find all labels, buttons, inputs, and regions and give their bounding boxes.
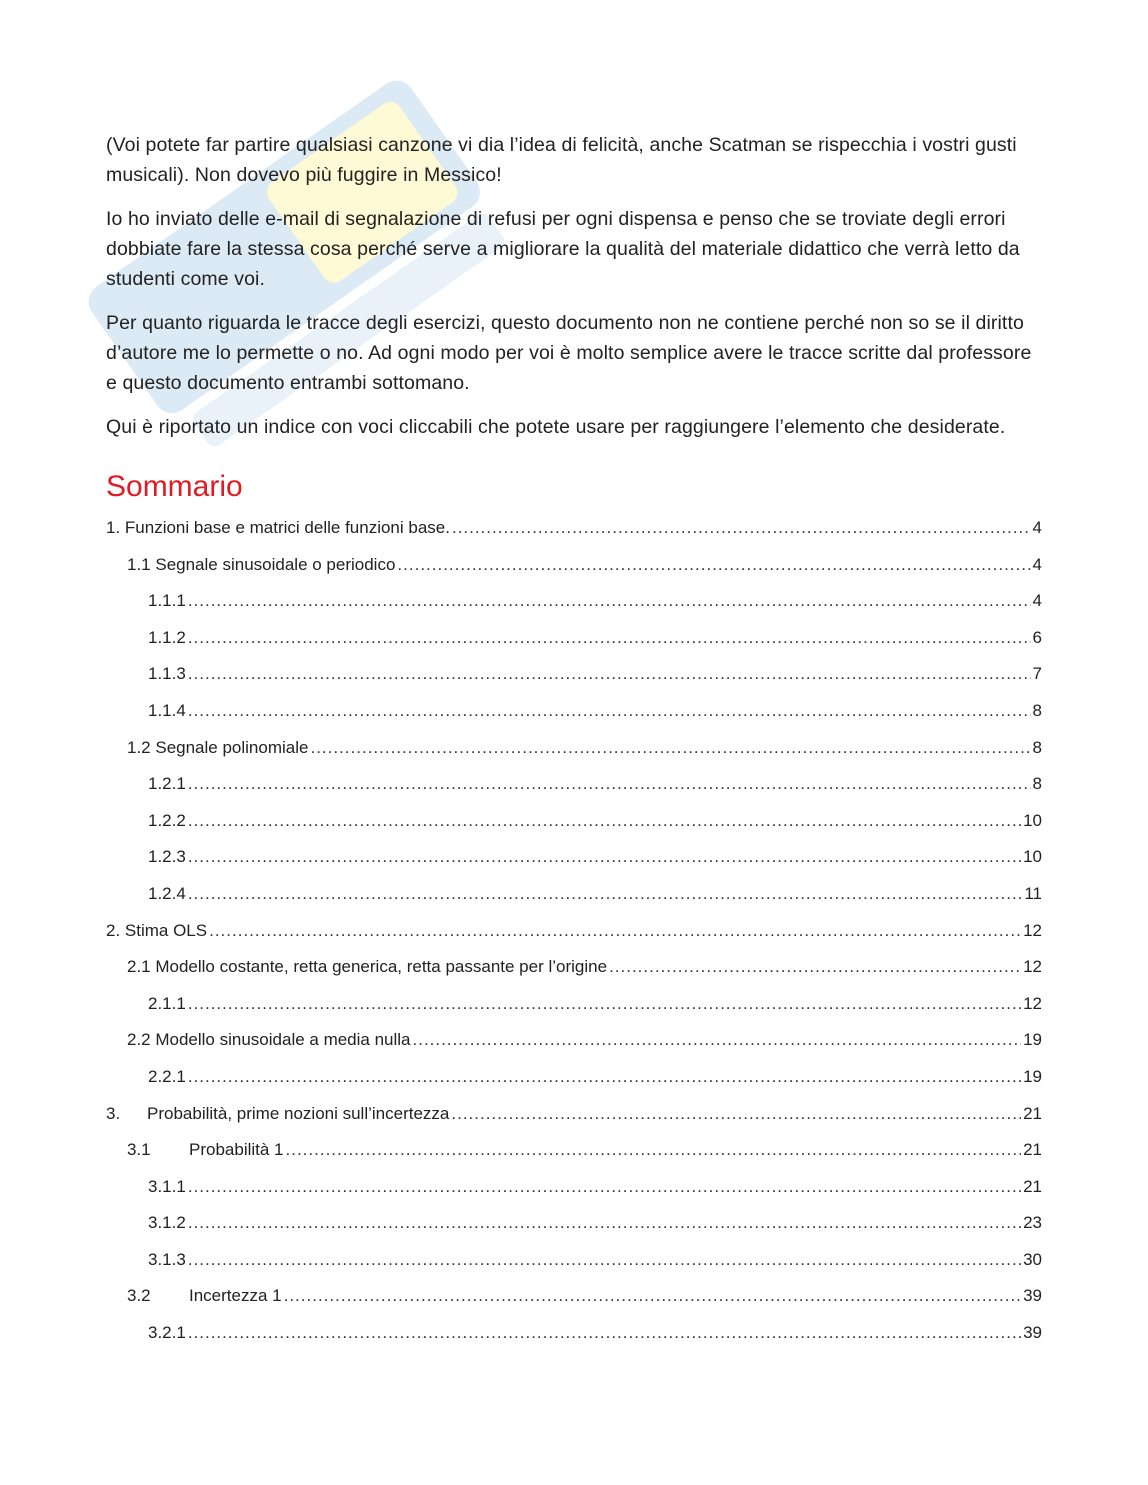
toc-entry-page: 12: [1023, 920, 1042, 940]
toc-entry[interactable]: [106, 693, 1042, 730]
paragraph: Qui è riportato un indice con voci cliccabili che potete usare per raggiungere l’elemento che desiderate.: [106, 416, 1006, 438]
toc-entry-label: 2.1.1: [148, 993, 186, 1013]
toc-entry[interactable]: [106, 620, 1042, 657]
toc-dot-leader: [188, 876, 1023, 913]
toc-entry-label: Incertezza 1: [189, 1286, 282, 1306]
toc-entry-page: 8: [1032, 774, 1042, 794]
document-page: [106, 130, 1042, 1352]
toc-entry-label: 3.1.2: [148, 1213, 186, 1233]
toc-entry-page: 21: [1023, 1103, 1042, 1123]
toc-entry-label: 1.2.2: [148, 810, 186, 830]
toc-entry[interactable]: [106, 1169, 1042, 1206]
toc-entry-page: 8: [1032, 737, 1042, 757]
paragraph: (Voi potete far partire qualsiasi canzone vi dia l’idea di felicità, anche Scatman se rispecchia i vostri gusti musicali). Non dovevo più fuggire in Messico!: [106, 134, 1017, 186]
toc-entry-number: 3.2: [127, 1286, 151, 1306]
toc-entry[interactable]: [106, 1315, 1042, 1352]
toc-dot-leader: [284, 1278, 1021, 1315]
toc-dot-leader: [188, 693, 1031, 730]
toc-entry-page: 4: [1032, 518, 1042, 537]
toc-entry-page: 23: [1023, 1213, 1042, 1233]
toc-dot-leader: [188, 839, 1021, 876]
toc-entry-page: 4: [1032, 554, 1042, 574]
toc-entry[interactable]: [106, 1242, 1042, 1279]
toc-entry-page: 39: [1023, 1286, 1042, 1306]
toc-entry-page: 12: [1023, 993, 1042, 1013]
toc-dot-leader: [188, 1205, 1021, 1242]
toc-entry-label: 1.2.1: [148, 774, 186, 794]
toc-entry[interactable]: [106, 876, 1042, 913]
toc-entry[interactable]: [106, 803, 1042, 840]
toc-dot-leader: [188, 1059, 1021, 1096]
toc-entry-label: 2.1 Modello costante, retta generica, retta passante per l’origine: [127, 957, 608, 977]
toc-dot-leader: [397, 547, 1030, 584]
toc-entry-page: 21: [1023, 1140, 1042, 1160]
toc-entry-number: 3.: [106, 1103, 121, 1123]
toc-entry-label: 3.1.3: [148, 1249, 186, 1269]
toc-entry-label: 1.1.4: [148, 700, 186, 720]
toc-dot-leader: [209, 913, 1021, 950]
toc-dot-leader: [413, 1022, 1022, 1059]
toc-dot-leader: [188, 656, 1031, 693]
toc-entry-label: 2.2.1: [148, 1066, 186, 1086]
toc-dot-leader: [609, 949, 1021, 986]
toc-entry-page: 10: [1023, 810, 1042, 830]
toc-entry-label: 1.2.4: [148, 883, 186, 903]
toc-dot-leader: [310, 730, 1030, 767]
table-of-contents: [106, 510, 1042, 1352]
toc-entry-label: 3.2.1: [148, 1323, 186, 1343]
toc-entry-page: 6: [1032, 627, 1042, 647]
toc-dot-leader: [188, 1242, 1021, 1279]
toc-entry-page: 19: [1023, 1030, 1042, 1050]
toc-entry[interactable]: [106, 1059, 1042, 1096]
toc-entry-page: 4: [1032, 591, 1042, 611]
toc-dot-leader: [188, 583, 1031, 620]
toc-entry[interactable]: [106, 1132, 1042, 1169]
toc-dot-leader: [188, 1169, 1021, 1206]
toc-entry-label: 2.2 Modello sinusoidale a media nulla: [127, 1030, 411, 1050]
toc-entry-page: 30: [1023, 1249, 1042, 1269]
toc-entry-label: 1.2 Segnale polinomiale: [127, 737, 309, 757]
toc-entry-label: 1.1.3: [148, 664, 186, 684]
toc-entry-label: 1.1 Segnale sinusoidale o periodico: [127, 554, 396, 574]
toc-entry-page: 11: [1024, 883, 1042, 903]
paragraph: Io ho inviato delle e-mail di segnalazione di refusi per ogni dispensa e penso che se troviate degli errori dobbiate fare la stessa cosa perché serve a migliorare la qualità del materiale didattico che verrà letto da studenti come voi.: [106, 208, 1020, 290]
toc-dot-leader: [188, 803, 1021, 840]
toc-entry-label: 1.1.2: [148, 627, 186, 647]
toc-entry[interactable]: [106, 1278, 1042, 1315]
paragraph: Per quanto riguarda le tracce degli esercizi, questo documento non ne contiene perché non so se il diritto d’autore me lo permette o no. Ad ogni modo per voi è molto semplice avere le tracce scritte dal professore e questo documento entrambi sottomano.: [106, 312, 1032, 394]
toc-entry-page: 12: [1023, 957, 1042, 977]
toc-entry[interactable]: [106, 949, 1042, 986]
toc-entry[interactable]: [106, 656, 1042, 693]
toc-entry-label: Probabilità, prime nozioni sull’incertezza: [147, 1103, 450, 1123]
toc-dot-leader: [286, 1132, 1022, 1169]
toc-entry-page: 19: [1023, 1066, 1042, 1086]
toc-entry-label: Probabilità 1: [189, 1140, 284, 1160]
toc-entry-label: 3.1.1: [148, 1176, 186, 1196]
toc-dot-leader: [188, 620, 1031, 657]
toc-entry-page: 10: [1023, 847, 1042, 867]
toc-entry-label: 1.2.3: [148, 847, 186, 867]
toc-dot-leader: [188, 1315, 1021, 1352]
toc-dot-leader: [188, 766, 1031, 803]
toc-heading: Sommario: [106, 470, 243, 503]
toc-entry[interactable]: [106, 583, 1042, 620]
toc-entry[interactable]: [106, 766, 1042, 803]
toc-entry-page: 21: [1023, 1176, 1042, 1196]
toc-entry-page: 39: [1023, 1323, 1042, 1343]
toc-entry[interactable]: [106, 1096, 1042, 1133]
toc-entry-page: 7: [1032, 664, 1042, 684]
toc-entry[interactable]: [106, 547, 1042, 584]
toc-entry[interactable]: [106, 1022, 1042, 1059]
toc-entry-label: 2. Stima OLS: [106, 920, 208, 940]
toc-entry[interactable]: [106, 913, 1042, 950]
toc-entry[interactable]: [106, 1205, 1042, 1242]
toc-entry[interactable]: [106, 839, 1042, 876]
toc-entry[interactable]: [106, 986, 1042, 1023]
toc-dot-leader: [451, 1096, 1021, 1133]
toc-entry[interactable]: [106, 730, 1042, 767]
toc-entry-label: 1. Funzioni base e matrici delle funzioni base.: [106, 518, 450, 537]
toc-entry-page: 8: [1032, 700, 1042, 720]
toc-entry-label: 1.1.1: [148, 591, 186, 611]
toc-entry-number: 3.1: [127, 1140, 151, 1160]
toc-dot-leader: [452, 510, 1031, 547]
toc-entry[interactable]: [106, 510, 1042, 547]
toc-dot-leader: [188, 986, 1021, 1023]
